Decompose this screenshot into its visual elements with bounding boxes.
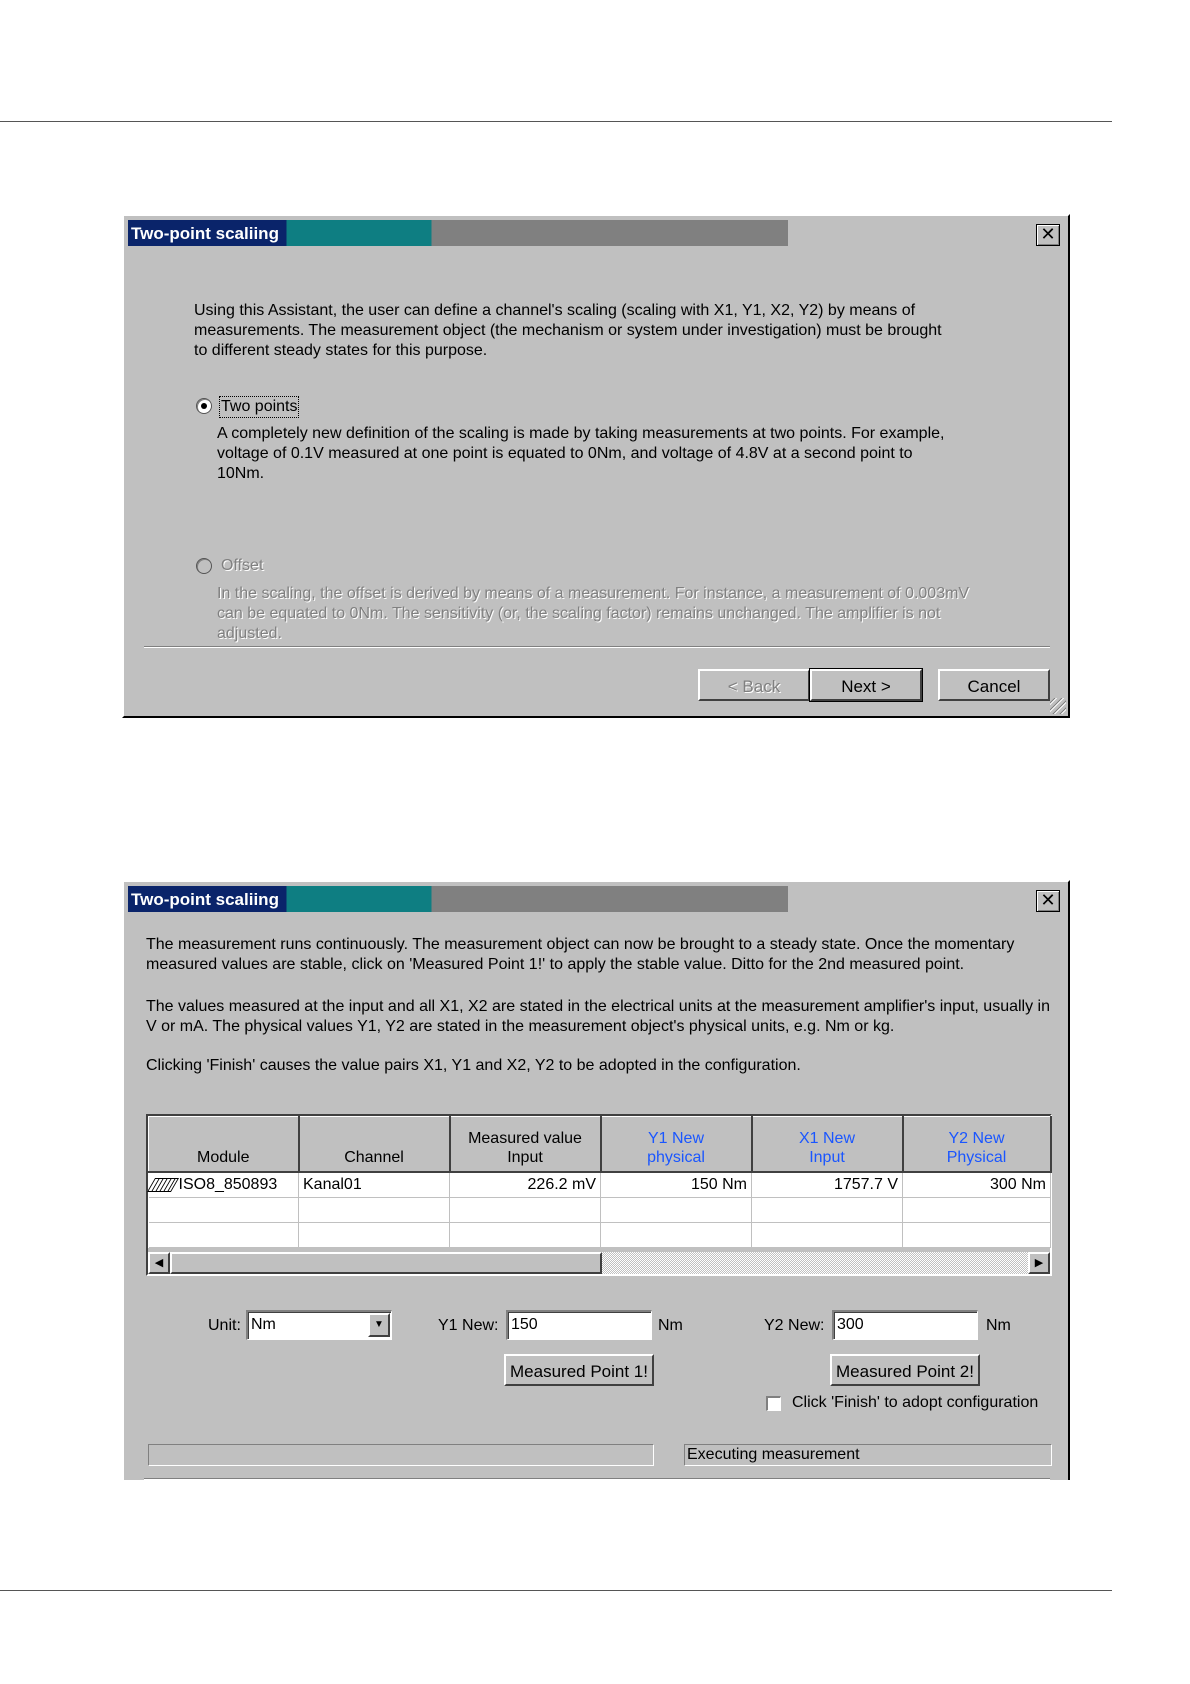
title-bar[interactable] (128, 886, 788, 912)
header-text: Channel (344, 1149, 404, 1166)
cell-channel: Kanal01 (299, 1172, 450, 1198)
radio-two-points[interactable] (196, 398, 212, 414)
resize-grip-icon[interactable] (1050, 698, 1066, 714)
header-text: Physical (946, 1149, 1007, 1166)
header-text: Module (197, 1149, 250, 1166)
instructions-para-1: The measurement runs continuously. The measurement object can now be brought to a steady state. Once the momentary measured values are stable, click on 'Measured Point 1!' to apply the stable value. Ditto for the 2nd measured point. (146, 936, 1015, 973)
scroll-thumb[interactable] (170, 1252, 602, 1274)
measured-point-2-button[interactable]: Measured Point 2! (830, 1354, 980, 1386)
bottom-rule (0, 1590, 1112, 1591)
cell-module: ISO8_850893 (178, 1176, 278, 1193)
scroll-left-icon[interactable]: ◀ (148, 1252, 170, 1274)
cell-measured: 226.2 mV (450, 1172, 601, 1198)
unit-value: Nm (251, 1316, 276, 1333)
table-row[interactable] (149, 1223, 1051, 1248)
dialog-two-point-scaling-measure (122, 880, 1070, 1480)
header-module[interactable] (149, 1117, 299, 1173)
status-panel-left (148, 1444, 654, 1466)
y1-label: Y1 New: (438, 1317, 499, 1334)
header-y2-new[interactable] (903, 1117, 1051, 1173)
horizontal-scrollbar[interactable] (148, 1252, 1050, 1274)
instructions-para-3: Clicking 'Finish' causes the value pairs X1, Y1 and X2, Y2 to be adopted in the configuration. (146, 1057, 801, 1074)
measured-point-1-button[interactable]: Measured Point 1! (504, 1354, 654, 1386)
next-button[interactable]: Next > (810, 669, 922, 701)
cell-x1: 1757.7 V (752, 1172, 903, 1198)
status-text: Executing measurement (684, 1444, 1052, 1466)
table-row[interactable] (149, 1198, 1051, 1223)
finish-adopt-checkbox[interactable] (766, 1396, 781, 1411)
header-measured-value[interactable] (450, 1117, 601, 1173)
offset-description: In the scaling, the offset is derived by means of a measurement. For instance, a measurement of 0.003mV can be equated to 0Nm. The sensitivity (or, the scaling factor) remains unchanged. The amplifier is not adjusted. (217, 585, 970, 642)
intro-text: Using this Assistant, the user can define a channel's scaling (scaling with X1, Y1, X2, Y2) by means of measurements. The measurement object (the mechanism or system under investigation) must be brought to different steady states for this purpose. (194, 302, 942, 359)
radio-offset-label[interactable]: Offset (221, 557, 264, 574)
header-text: Input (507, 1149, 543, 1166)
finish-adopt-label[interactable]: Click 'Finish' to adopt configuration (792, 1394, 1039, 1411)
header-text: Measured value (468, 1130, 582, 1147)
header-text: Y2 New (948, 1130, 1005, 1147)
chevron-down-icon[interactable]: ▼ (368, 1313, 390, 1337)
back-button[interactable]: < Back (698, 669, 810, 701)
header-text: Y1 New (647, 1130, 705, 1147)
table-header-row (149, 1117, 1051, 1173)
dialog-title: Two-point scaliing (131, 224, 279, 243)
dialog-title: Two-point scaliing (131, 890, 279, 909)
cancel-button[interactable]: Cancel (938, 669, 1050, 701)
header-text: X1 New (798, 1130, 856, 1147)
scroll-right-icon[interactable]: ▶ (1028, 1252, 1050, 1274)
dialog-two-point-scaling-intro (122, 214, 1070, 718)
header-x1-new[interactable] (752, 1117, 903, 1173)
y1-unit: Nm (658, 1317, 683, 1334)
separator (144, 1478, 1050, 1480)
close-icon[interactable]: ✕ (1036, 224, 1060, 246)
y1-input[interactable]: 150 (506, 1310, 652, 1340)
separator (144, 646, 1050, 648)
two-points-description: A completely new definition of the scaling is made by taking measurements at two points. For example, voltage of 0.1V measured at one point is equated to 0Nm, and voltage of 4.8V at a second point to 10Nm. (217, 425, 945, 482)
title-bar[interactable] (128, 220, 788, 246)
instructions-para-2: The values measured at the input and all X1, X2 are stated in the electrical units at the measurement amplifier's input, usually in V or mA. The physical values Y1, Y2 are stated in the measurement object's physical units, e.g. Nm or kg. (146, 998, 1050, 1035)
channel-table (148, 1116, 1052, 1248)
top-rule (0, 121, 1112, 122)
cell-y1: 150 Nm (601, 1172, 752, 1198)
y2-label: Y2 New: (764, 1317, 825, 1334)
radio-offset[interactable] (196, 558, 212, 574)
radio-two-points-label[interactable]: Two points (219, 396, 299, 418)
header-text: Input (809, 1149, 845, 1166)
y2-input[interactable]: 300 (832, 1310, 978, 1340)
close-icon[interactable]: ✕ (1036, 890, 1060, 912)
header-channel[interactable] (299, 1117, 450, 1173)
unit-label: Unit: (208, 1317, 241, 1334)
cell-y2: 300 Nm (903, 1172, 1051, 1198)
header-text: physical (647, 1149, 705, 1166)
header-y1-new[interactable] (601, 1117, 752, 1173)
module-icon (146, 1178, 178, 1192)
table-row[interactable] (149, 1172, 1051, 1198)
unit-select[interactable] (246, 1310, 392, 1340)
y2-unit: Nm (986, 1317, 1011, 1334)
